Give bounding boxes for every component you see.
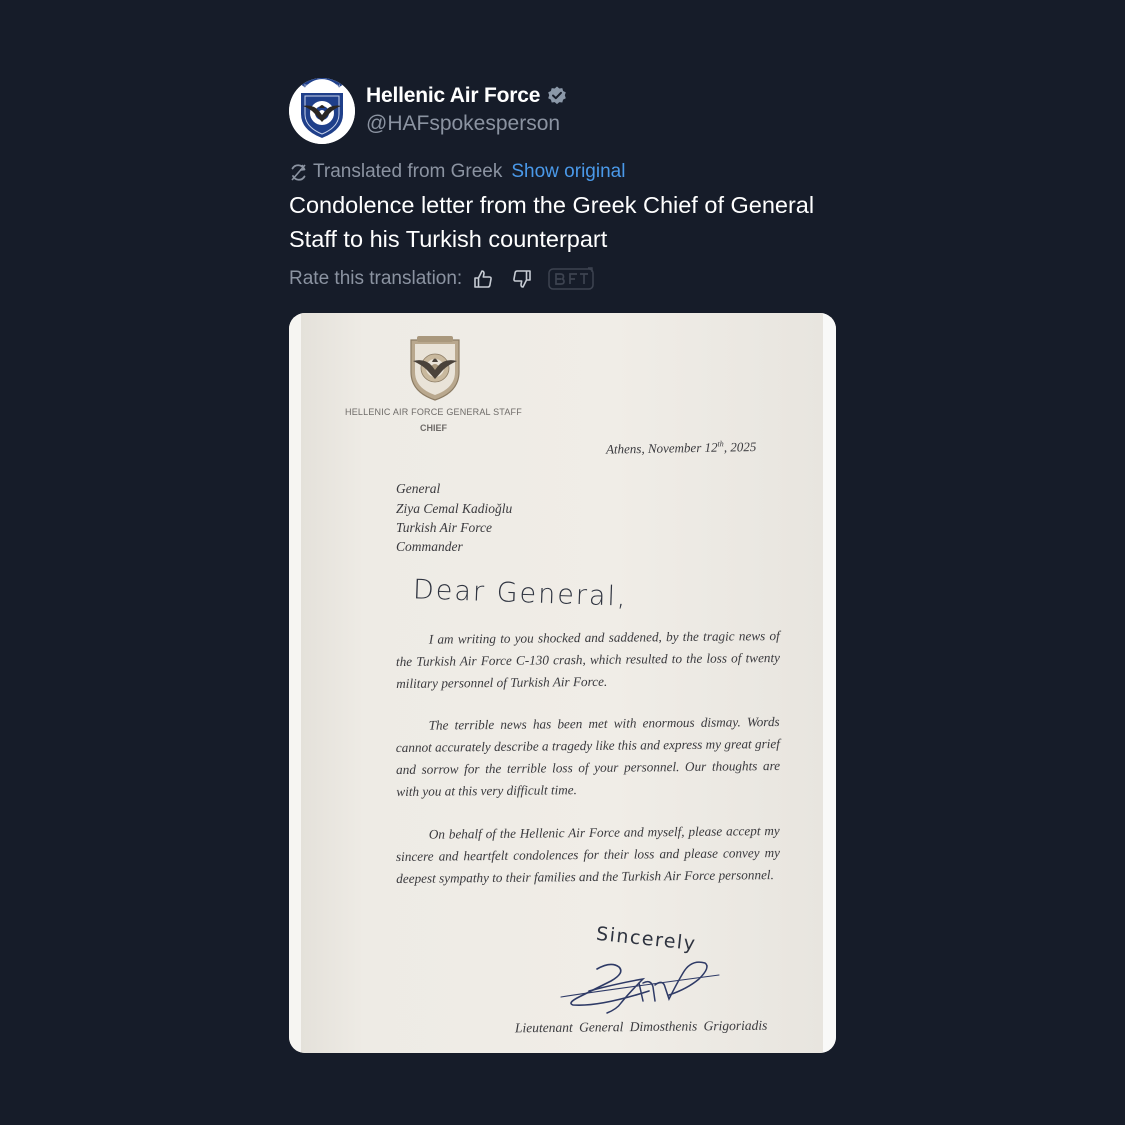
recipient-org: Turkish Air Force [396,520,493,535]
letter-salutation: Dear General, [412,574,629,613]
account-handle[interactable]: @HAFspokesperson [366,112,561,135]
translation-notice [289,161,625,183]
thumbs-up-icon[interactable] [472,268,494,290]
signatory-name: Lieutenant General Dimosthenis Grigoriadis [514,1017,768,1036]
bft-logo [548,266,596,292]
letter-image[interactable] [289,313,836,1053]
recipient-title: General [396,481,441,496]
show-original-link[interactable]: Show original [511,161,626,182]
letter-date [606,439,757,458]
letter-paragraph-2: The terrible news has been met with enormous dismay. Words cannot accurately describe a tragedy like this and express my great grief and sorrow for the terrible loss of your personnel. Our thoughts are with you at this very difficult time. [395,713,781,800]
letter-paragraph-3: On behalf of the Hellenic Air Force and myself, please accept my sincere and heartfelt condolences for their loss and please convey my deepest sympathy to their families and the Turkish Air Force personnel. [395,822,781,887]
avatar[interactable] [289,78,355,144]
letter-paper [301,313,823,1053]
image-border-left [289,313,301,1053]
letter-paragraph-1: I am writing to you shocked and saddened, by the tragic news of the Turkish Air Force C-130 crash, which resulted to the loss of twenty military personnel of Turkish Air Force. [395,627,781,692]
recipient-role: Commander [396,539,463,554]
rate-translation-row [289,266,596,292]
verified-badge-icon [546,85,568,107]
letter-closing: Sincerely [595,922,698,956]
handwritten-signature-icon [559,953,729,1023]
tweet [289,76,836,1036]
letter-date-suffix: th [717,439,724,449]
tweet-text: Condolence letter from the Greek Chief of General Staff to his Turkish counterpart [289,192,815,252]
tweet-header [289,76,836,146]
translated-from-label: Translated from Greek [313,161,503,182]
translate-icon [289,163,308,182]
image-border-right [823,313,836,1053]
letterhead-org-name: HELLENIC AIR FORCE GENERAL STAFF [345,407,522,417]
rate-translation-label: Rate this translation: [289,268,463,289]
letter-date-year: , 2025 [723,439,757,455]
hellenic-air-force-emblem-icon [289,78,355,144]
hafgs-crest-emblem-icon [407,334,463,402]
recipient-name: Ziya Cemal Kadioğlu [396,501,513,516]
svg-text:ΠΟΛΕΜΙΚΗ ΑΕΡΟΠΟΡΙΑ: ΠΟΛΕΜΙΚΗ ΑΕΡΟΠΟΡΙΑ [303,84,341,88]
name-row [366,84,568,108]
letterhead-role: CHIEF [420,423,447,433]
thumbs-down-icon[interactable] [511,268,533,290]
letter-date-main: Athens, November 12 [605,439,718,457]
display-name[interactable]: Hellenic Air Force [366,84,541,107]
